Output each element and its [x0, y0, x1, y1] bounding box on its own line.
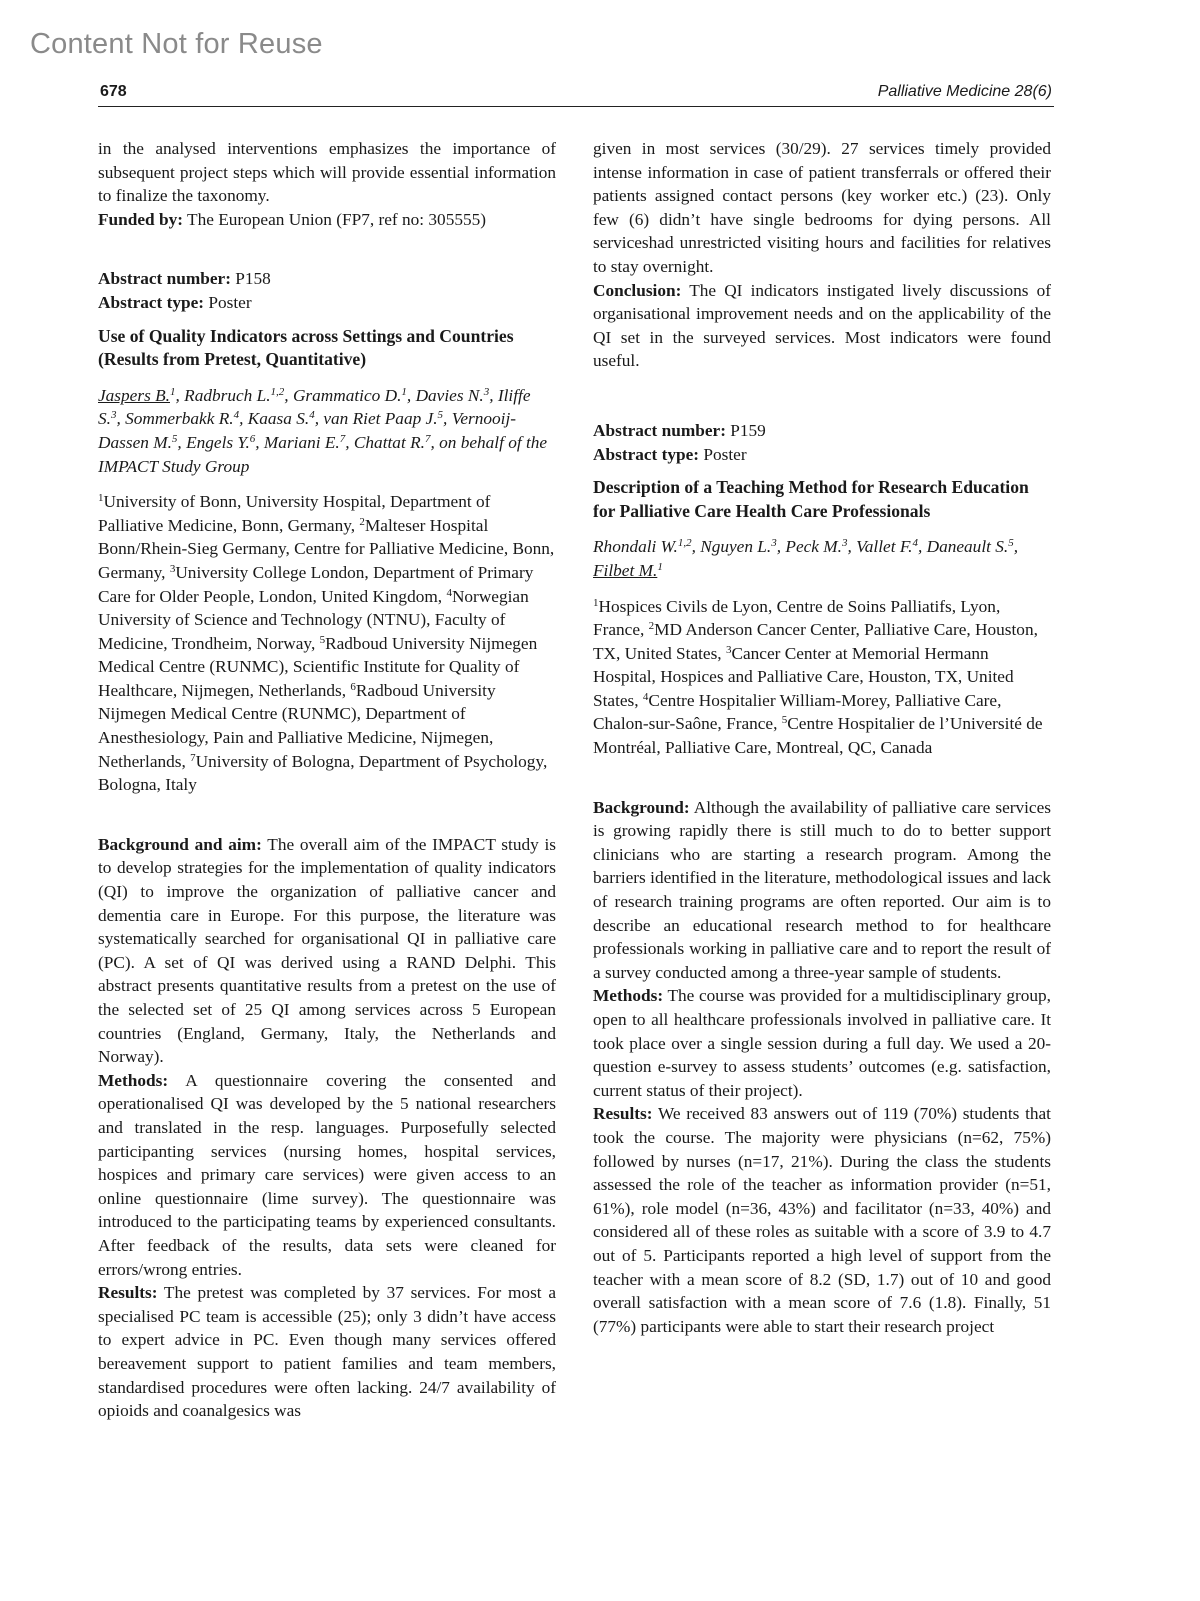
affiliation-number: 3	[169, 562, 176, 575]
author-list: Rhondali W.$^{1,2}$, Nguyen L.$^3$, Peck M.$^3$, Vallet F.$^4$, Daneault S.$^5$, Filbet M.$^1$	[593, 537, 1019, 580]
author-name: Vallet F.	[856, 537, 913, 557]
funded-label: Funded by:	[98, 209, 183, 229]
abstract-number-line	[593, 419, 1051, 443]
author-affiliation-number: 1	[657, 560, 663, 573]
abstract-number: P159	[725, 420, 766, 440]
methods-text: The course was provided for a multidisciplinary group, open to all healthcare professionals involved in palliative care. It took place over a single session during a full day. We used a 20-question e-survey to assess students’ outcomes (e.g. satisfaction, current status of their project).	[593, 986, 1051, 1100]
conclusion-text: The QI indicators instigated lively discussions of organisational improvement needs and on the applicability of the QI set in the surveyed services. Most indicators were found useful.	[593, 280, 1051, 371]
author-affiliation-number: 1	[170, 385, 176, 398]
affiliation-number: 3	[725, 643, 732, 656]
abstract-number-label: Abstract number:	[593, 420, 726, 440]
affiliations	[98, 490, 556, 797]
affiliation-text: University College London, Department of Primary Care for Older People, London, United Kingdom,	[98, 562, 534, 606]
author-affiliation-number: 4	[309, 409, 315, 422]
authors-group-note: on behalf of the IMPACT Study Group	[98, 432, 548, 476]
author-affiliation-number: 6	[249, 432, 256, 445]
affiliation-number: 5	[319, 633, 326, 646]
abstract-type-line	[98, 291, 556, 315]
author-name: Filbet M.	[593, 560, 658, 580]
abstract-type-label: Abstract type:	[98, 292, 205, 312]
author-name: Nguyen L.	[700, 537, 772, 557]
abstract-title: Use of Quality Indicators across Settings and Countries (Results from Pretest, Quantitative)	[98, 325, 514, 370]
affiliation-text: Malteser Hospital Bonn/Rhein-Sieg Germany, Centre for Palliative Medicine, Bonn, Germany,	[98, 515, 555, 582]
author-name: van Riet Paap J.	[323, 409, 438, 429]
author-list: Jaspers B.$^1$, Radbruch L.$^{1,2}$, Grammatico D.$^1$, Davies N.$^3$, Iliffe S.$^3$, Sommerbakk R.$^4$, Kaasa S.$^4$, van Riet Paap J.$^5$, Vernooij-Dassen M.$^5$, Engels Y.$^6$, Mariani E.$^7$, Chattat R.$^7$, on behalf of the IMPACT Study Group	[98, 385, 548, 476]
affiliation-number: 2	[359, 515, 365, 528]
author-name: Jaspers B.	[98, 385, 170, 405]
author-name: Davies N.	[415, 385, 484, 405]
affiliation-text: Centre Hospitalier William-Morey, Palliative Care, Chalon-sur-Saône, France,	[593, 690, 1002, 734]
affiliation-text: Radboud University Nijmegen Medical Centre (RUNMC), Department of Anesthesiology, Pain and Palliative Medicine, Nijmegen, Netherlands,	[98, 680, 496, 771]
affiliation-number: 1	[593, 596, 599, 609]
affiliation-text: Norwegian University of Science and Technology (NTNU), Faculty of Medicine, Trondheim, Norway,	[98, 586, 529, 653]
watermark: Content Not for Reuse	[30, 28, 323, 60]
author-affiliation-number: 7	[339, 432, 346, 445]
author-name: Grammatico D.	[292, 385, 402, 405]
background-label: Background:	[593, 797, 690, 817]
affiliation-number: 2	[648, 620, 655, 633]
continued-paragraph: given in most services (30/29). 27 services timely provided intense information in case of patient transferrals or offered their patients assigned contact persons (key worker etc.) (23). Only few (6) didn’t have single bedrooms for dying persons. All serviceshad unrestricted visiting hours and facilities for relatives to stay overnight.	[593, 139, 1051, 276]
affiliation-number: 6	[350, 680, 356, 693]
funded-text: The European Union (FP7, ref no: 305555)	[183, 209, 487, 229]
author-affiliation-number: 3	[483, 385, 490, 398]
results-paragraph	[593, 1102, 1051, 1338]
author-affiliation-number: 4	[912, 537, 918, 550]
author-affiliation-number: 1,2	[270, 385, 285, 398]
abstract-type: Poster	[204, 292, 252, 312]
author-affiliation-number: 5	[1008, 537, 1014, 550]
funding-line	[98, 208, 556, 232]
author-name: Sommerbakk R.	[125, 409, 234, 429]
background-text: The overall aim of the IMPACT study is to develop strategies for the implementation of quality indicators (QI) to improve the organization of palliative cancer and dementia care in Europe. For this purpose, the literature was systematically searched for organisational QI in palliative care (PC). A set of QI was derived using a RAND Delphi. This abstract presents quantitative results from a pretest on the use of the selected set of 25 QI among services across 5 European countries (England, Germany, Italy, the Netherlands and Norway).	[98, 834, 556, 1067]
abstract-type-line	[593, 443, 1051, 467]
author-affiliation-number: 7	[424, 432, 431, 445]
affiliation-text: University of Bonn, University Hospital, Department of Palliative Medicine, Bonn, Germany,	[98, 492, 491, 535]
abstract-number-line	[98, 267, 556, 291]
abstract-title: Description of a Teaching Method for Research Education for Palliative Care Health Care Professionals	[593, 477, 1029, 521]
background-label: Background and aim:	[98, 834, 262, 854]
author-affiliation-number: 1,2	[677, 537, 692, 550]
abstract-type: Poster	[699, 444, 747, 464]
abstract-number: P158	[230, 269, 271, 289]
results-text: The pretest was completed by 37 services. For most a specialised PC team is accessible (25); only 3 didn’t have access to expert advice in PC. Even though many services offered bereavement support to patient families and team members, standardised procedures were often lacking. 24/7 availability of opioids and coanalgesics was	[98, 1283, 556, 1421]
author-affiliation-number: 5	[437, 409, 444, 422]
author-affiliation-number: 3	[771, 537, 777, 550]
author-name: Rhondali W.	[593, 537, 678, 557]
methods-paragraph	[593, 984, 1051, 1102]
affiliation-number: 5	[781, 714, 788, 727]
results-label: Results:	[98, 1283, 158, 1303]
affiliations	[593, 595, 1051, 760]
author-name: Iliffe S.	[98, 385, 531, 429]
author-affiliation-number: 4	[233, 409, 240, 422]
author-name: Vernooij-Dassen M.	[98, 409, 517, 452]
author-name: Daneault S.	[926, 537, 1009, 557]
affiliation-number: 4	[446, 586, 452, 599]
author-affiliation-number: 5	[171, 432, 178, 445]
author-name: Chattat R.	[353, 432, 425, 452]
affiliation-text: Cancer Center at Memorial Hermann Hospital, Hospices and Palliative Care, Houston, TX, United States,	[593, 643, 1014, 710]
left-column	[98, 137, 556, 1423]
results-label: Results:	[593, 1104, 653, 1124]
author-name: Mariani E.	[263, 432, 340, 452]
affiliation-number: 1	[98, 492, 104, 505]
affiliation-number: 4	[642, 690, 649, 703]
author-name: Kaasa S.	[247, 409, 310, 429]
background-paragraph	[593, 796, 1051, 985]
intro-paragraph: in the analysed interventions emphasizes the importance of subsequent project steps which will provide essential information to finalize the taxonomy.	[98, 139, 556, 206]
affiliation-text: MD Anderson Cancer Center, Palliative Care, Houston, TX, United States,	[593, 620, 1038, 663]
author-name: Engels Y.	[186, 432, 250, 452]
affiliation-text: Radboud University Nijmegen Medical Centre (RUNMC), Scientific Institute for Quality of Healthcare, Nijmegen, Netherlands,	[98, 633, 538, 700]
affiliation-text: University of Bologna, Department of Psychology, Bologna, Italy	[98, 751, 548, 795]
journal-title: Palliative Medicine 28(6)	[877, 83, 1052, 100]
abstract-type-label: Abstract type:	[593, 444, 700, 464]
author-affiliation-number: 3	[842, 537, 848, 550]
conclusion-label: Conclusion:	[593, 280, 682, 300]
author-name: Peck M.	[785, 537, 842, 557]
affiliation-number: 7	[190, 751, 196, 764]
author-affiliation-number: 1	[401, 385, 407, 398]
methods-label: Methods:	[593, 986, 664, 1006]
abstract-number-label: Abstract number:	[98, 269, 231, 289]
methods-text: A questionnaire covering the consented and operationalised QI was developed by the 5 national researchers and translated in the resp. languages. Purposefully selected participanting services (nursing homes, hospital services, hospices and primary care services) were given access to an online questionnaire (lime survey). The questionnaire was introduced to the participating teams by experienced consultants. After feedback of the results, data sets were cleaned for errors/wrong entries.	[98, 1070, 556, 1279]
methods-paragraph	[98, 1069, 556, 1281]
right-column	[593, 137, 1051, 1338]
author-name: Radbruch L.	[184, 385, 271, 405]
page-header	[98, 78, 1054, 107]
page-number: 678	[100, 83, 127, 100]
methods-label: Methods:	[98, 1070, 169, 1090]
conclusion-paragraph	[593, 279, 1051, 373]
affiliation-text: Centre Hospitalier de l’Université de Montréal, Palliative Care, Montreal, QC, Canada	[593, 714, 1043, 758]
affiliation-text: Hospices Civils de Lyon, Centre de Soins Palliatifs, Lyon, France,	[593, 596, 1001, 640]
background-paragraph	[98, 833, 556, 1069]
author-affiliation-number: 3	[110, 409, 117, 422]
background-text: Although the availability of palliative care services is growing rapidly there is still much to do to better support clinicians who are starting a research program. Among the barriers identified in the literature, methodological issues and lack of research training programs are often reported. Our aim is to describe an educational research method to for healthcare professionals working in palliative care and to report the result of a survey conducted among a three-year sample of students.	[593, 797, 1051, 982]
results-paragraph	[98, 1281, 556, 1423]
results-text: We received 83 answers out of 119 (70%) students that took the course. The majority were physicians (n=62, 75%) followed by nurses (n=17, 21%). During the class the students assessed the role of the teacher as information provider (n=51, 61%), role model (n=36, 43%) and facilitator (n=33, 40%) and considered all of these roles as suitable with a score of 3.9 to 4.7 out of 5. Participants reported a high level of support from the teacher with a mean score of 8.2 (SD, 1.7) out of 10 and good overall satisfaction with a mean score of 7.6 (1.8). Finally, 51 (77%) participants were able to start their research project	[593, 1104, 1051, 1336]
